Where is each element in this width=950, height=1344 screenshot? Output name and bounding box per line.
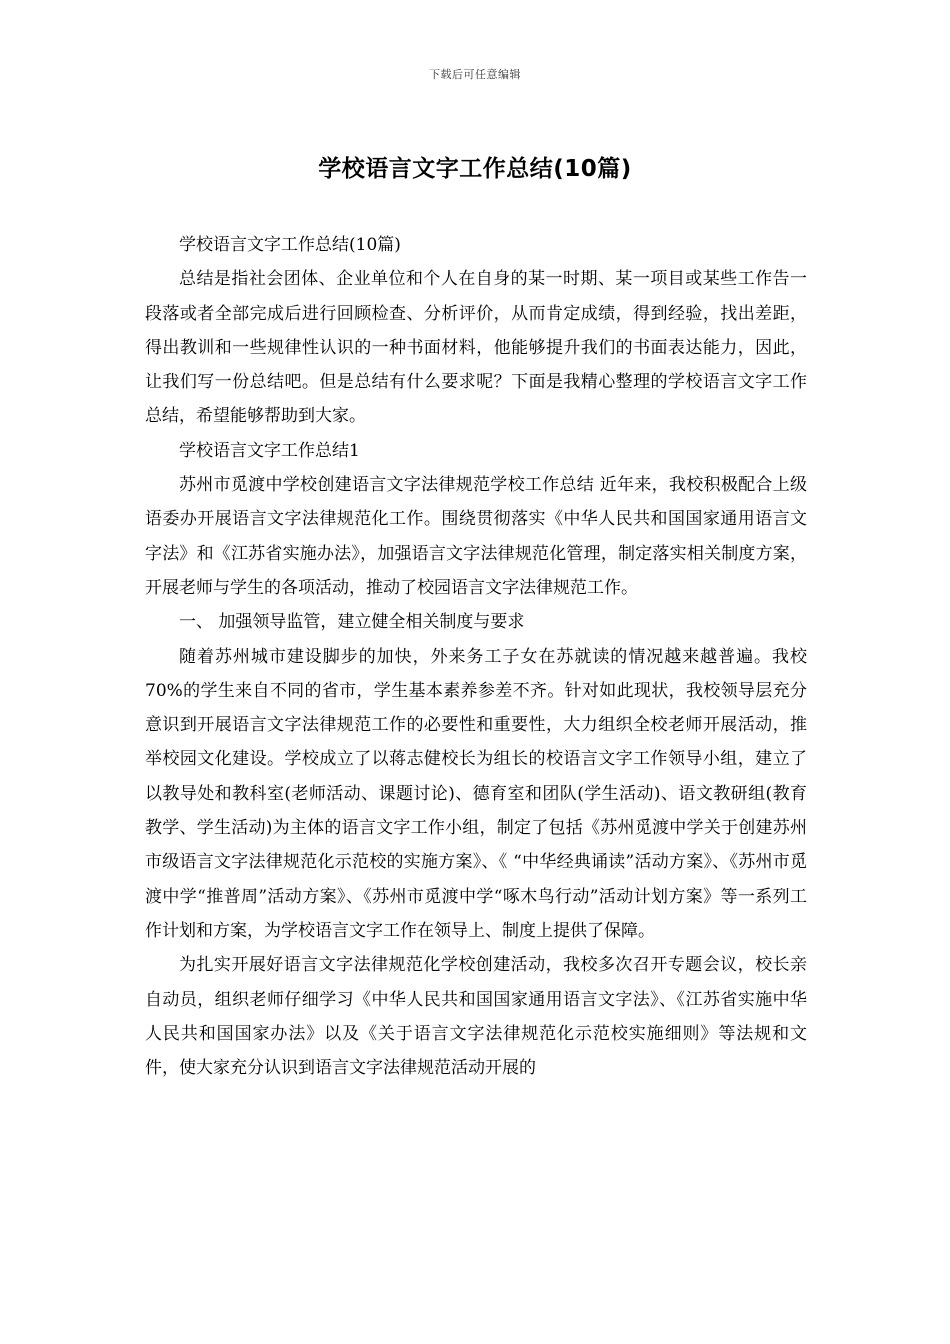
section-heading-1: 学校语言文字工作总结1 xyxy=(179,440,360,461)
paragraph: 为扎实开展好语言文字法律规范化学校创建活动，我校多次召开专题会议，校长亲自动员，组织老师仔细学习《中华人民共和国国家通用语言文字法》、《江苏省实施中华人民共和国国家办法》以及《关于语言文字法律规范化示范校实施细则》等法规和文件，使大家充分认识到语言文字法律规范活动开展的 xyxy=(145,955,807,1079)
paragraph: 苏州市觅渡中学校创建语言文字法律规范学校工作总结 近年来，我校积极配合上级语委办开展语言文字法律规范化工作。围绕贯彻落实《中华人民共和国国家通用语言文字法》和《江苏省实施办法》，加强语言文字法律规范化管理，制定落实相关制度方案，开展老师与学生的各项活动，推动了校园语言文字法律规范工作。 xyxy=(145,475,807,598)
document-title: 学校语言文字工作总结(10篇) xyxy=(318,156,632,182)
paragraph-intro: 总结是指社会团体、企业单位和个人在自身的某一时期、某一项目或某些工作告一段落或者全部完成后进行回顾检查、分析评价，从而肯定成绩，得到经验，找出差距，得出教训和一些规律性认识的一种书面材料，他能够提升我们的书面表达能力，因此，让我们写一份总结吧。但是总结有什么要求呢？下面是我精心整理的学校语言文字工作总结，希望能够帮助到大家。 xyxy=(145,269,807,427)
paragraph-subtitle: 学校语言文字工作总结(10篇) xyxy=(179,235,401,255)
page-header: 下载后可任意编辑 xyxy=(429,68,521,81)
document-body xyxy=(145,228,807,1085)
subsection-heading: 一、 加强领导监管，建立健全相关制度与要求 xyxy=(179,612,525,633)
paragraph: 随着苏州城市建设脚步的加快，外来务工子女在苏就读的情况越来越普遍。我校70%的学生来自不同的省市，学生基本素养参差不齐。针对如此现状，我校领导层充分意识到开展语言文字法律规范工作的必要性和重要性，大力组织全校老师开展活动，推举校园文化建设。学校成立了以蒋志健校长为组长的校语言文字工作领导小组，建立了以教导处和教科室(老师活动、课题讨论)、德育室和团队(学生活动)、语文教研组(教育教学、学生活动)为主体的语言文字工作小组，制定了包括《苏州觅渡中学关于创建苏州市级语言文字法律规范化示范校的实施方案》、《 “中华经典诵读”活动方案》、《苏州市觅渡中学“推普周”活动方案》、《苏州市觅渡中学“啄木鸟行动”活动计划方案》等一系列工作计划和方案，为学校语言文字工作在领导上、制度上提供了保障。 xyxy=(145,646,807,941)
